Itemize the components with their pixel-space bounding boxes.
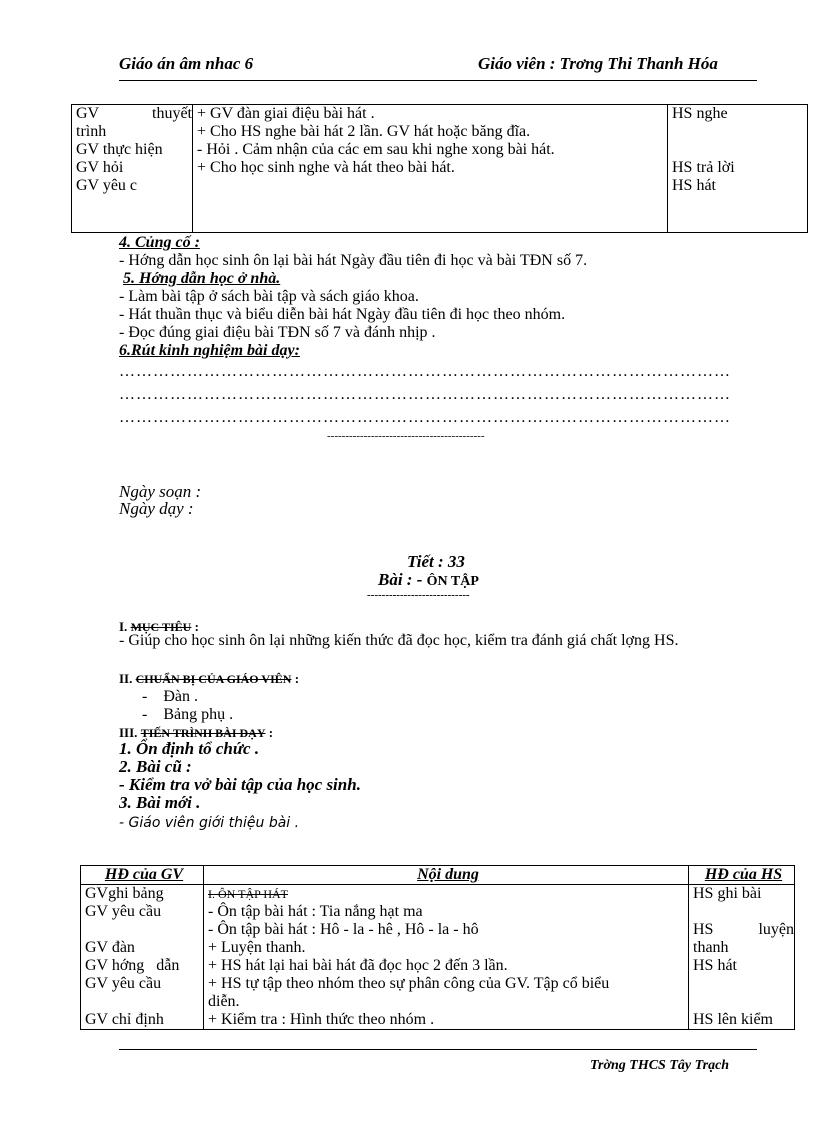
table2-header-hs: HĐ của HS	[689, 866, 795, 885]
table1-nd-cell	[193, 105, 668, 233]
section4-line: - Hớng dẫn học sinh ôn lại bài hát Ngày đầu tiên đi học và bài TĐN số 7.	[119, 252, 588, 269]
bai-heading	[378, 571, 479, 591]
table2-nd-cell	[204, 885, 689, 1030]
table1-hs-line: HS hát	[672, 177, 716, 194]
muc-tieu-text: - Giúp cho học sinh ôn lại những kiến thức đã đọc học, kiểm tra đánh giá chất lợng HS.	[119, 632, 679, 649]
section5-line: - Hát thuần thục và biểu diễn bài hát Ngày đầu tiên đi học theo nhóm.	[119, 306, 566, 323]
chuan-bi-num: II.	[119, 671, 133, 686]
table1-gv-line: GV thuyết	[76, 105, 192, 122]
table2-nd-line: + HS tự tập theo nhóm theo sự phân công của GV. Tập cổ biểu	[208, 975, 610, 992]
table1-gv-line: GV yêu c	[76, 177, 138, 194]
table1-hs-line: HS nghe	[672, 105, 728, 122]
chuan-bi-item: - Bảng phụ .	[142, 706, 234, 723]
section5-line: - Đọc đúng giai điệu bài TĐN số 7 và đánh nhịp .	[119, 324, 436, 341]
dotted-line-3: ………………………………………………………………………………………………	[119, 409, 731, 426]
muc-tieu-title: MỤC TIÊU	[130, 620, 192, 634]
tien-trinh-steps	[119, 740, 361, 812]
table1-gv-cell	[72, 105, 193, 233]
footer-rule	[119, 1049, 757, 1050]
section5-line: - Làm bài tập ở sách bài tập và sách giáo khoa.	[119, 288, 419, 305]
tiet-label: Tiết : 33	[407, 552, 465, 571]
tien-trinh-colon: :	[268, 725, 274, 740]
step-line: 3. Bài mới .	[119, 793, 201, 812]
table2-nd-line: - Ôn tập bài hát : Hô - la - hê , Hô - la - hô	[208, 921, 479, 938]
table2-gv-line: GV đàn	[85, 939, 135, 956]
header-left: Giáo án âm nhac 6	[119, 54, 254, 73]
gioi-thieu-bai: - Giáo viên giới thiệu bài .	[119, 815, 300, 831]
step-line: 1. Ổn định tổ chức .	[119, 739, 260, 758]
tien-trinh-title: TIẾN TRÌNH BÀI DẠY	[140, 726, 266, 740]
title-underline: ----------------------------	[367, 589, 470, 601]
table1-nd-line: + GV đàn giai điệu bài hát .	[197, 105, 375, 122]
section-separator: -------------------------------------------	[327, 430, 485, 442]
ngay-day: Ngày dạy :	[119, 499, 194, 518]
table2-hs-cell	[689, 885, 795, 1030]
step-line: 2. Bài cũ :	[119, 757, 192, 776]
table1-nd-line: - Hỏi . Cảm nhận của các em sau khi nghe xong bài hát.	[197, 141, 555, 158]
table2-nd-line: diễn.	[208, 993, 240, 1010]
ngay-soan: Ngày soạn :	[119, 482, 202, 501]
bai-title: ÔN TẬP	[426, 574, 479, 589]
table2-gv-line: GV chỉ định	[85, 1011, 164, 1028]
table1-nd-line: + Cho học sinh nghe và hát theo bài hát.	[197, 159, 455, 176]
table2-gv-line: GVghi bảng	[85, 885, 164, 902]
table2-header-nd: Nội dung	[204, 866, 689, 885]
table2-hs-line: HS luyện	[693, 921, 794, 938]
muc-tieu-colon: :	[194, 619, 199, 634]
chuan-bi-colon: :	[294, 671, 300, 686]
table2-gv-line: GV yêu cầu	[85, 903, 162, 920]
dotted-line-2: ………………………………………………………………………………………………	[119, 386, 731, 403]
header-right: Giáo viên : Trơng Thi Thanh Hóa	[478, 54, 718, 73]
table1-gv-line: GV hỏi	[76, 159, 124, 176]
section6-title: 6.Rút kinh nghiệm bài dạy:	[119, 342, 300, 359]
table2-hs-line: HS lên kiểm	[693, 1011, 773, 1028]
header-rule	[119, 80, 757, 81]
table2-gv-line: GV hớng dẫn	[85, 957, 180, 974]
muc-tieu-num: I.	[119, 619, 128, 634]
table2-nd-line: + Luyện thanh.	[208, 939, 306, 956]
table1-nd-line: + Cho HS nghe bài hát 2 lần. GV hát hoặc băng đĩa.	[197, 123, 531, 140]
table1-gv-line: trình	[76, 123, 107, 140]
section4-title: 4. Củng cố :	[119, 234, 200, 251]
dotted-line-1: ………………………………………………………………………………………………	[119, 363, 731, 380]
table2-nd-line: + HS hát lại hai bài hát đã đọc học 2 đến 3 lần.	[208, 957, 508, 974]
chuan-bi-item: - Đàn .	[142, 688, 198, 705]
table1-hs-line: HS trả lời	[672, 159, 735, 176]
table1-gv-line: GV thực hiện	[76, 141, 163, 158]
activity-table-1	[71, 104, 808, 233]
chuan-bi-title: CHUẨN BỊ CỦA GIÁO VIÊN	[135, 672, 292, 686]
bai-label: Bài : -	[378, 570, 423, 589]
table2-hs-line: HS hát	[693, 957, 737, 974]
section5-title: 5. Hớng dẫn học ở nhà.	[123, 270, 281, 287]
table2-nd-heading: I. ÔN TẬP HÁT	[208, 887, 288, 901]
table2-nd-line: + Kiểm tra : Hình thức theo nhóm .	[208, 1011, 435, 1028]
tien-trinh-num: III.	[119, 725, 138, 740]
table2-gv-cell	[81, 885, 204, 1030]
section5-lines	[119, 288, 565, 342]
table2-nd-line: - Ôn tập bài hát : Tia nắng hạt ma	[208, 903, 423, 920]
table2-gv-line: GV yêu cầu	[85, 975, 162, 992]
table2-hs-line: HS ghi bài	[693, 885, 762, 902]
step-line: - Kiểm tra vở bài tập của học sinh.	[119, 775, 361, 794]
table1-hs-cell	[668, 105, 808, 233]
table2-header-gv: HĐ của GV	[81, 866, 204, 885]
table2-hs-line: thanh	[693, 939, 729, 956]
footer-text: Trờng THCS Tây Trạch	[590, 1058, 730, 1073]
activity-table-2	[80, 865, 795, 1030]
chuan-bi-heading	[119, 670, 299, 688]
